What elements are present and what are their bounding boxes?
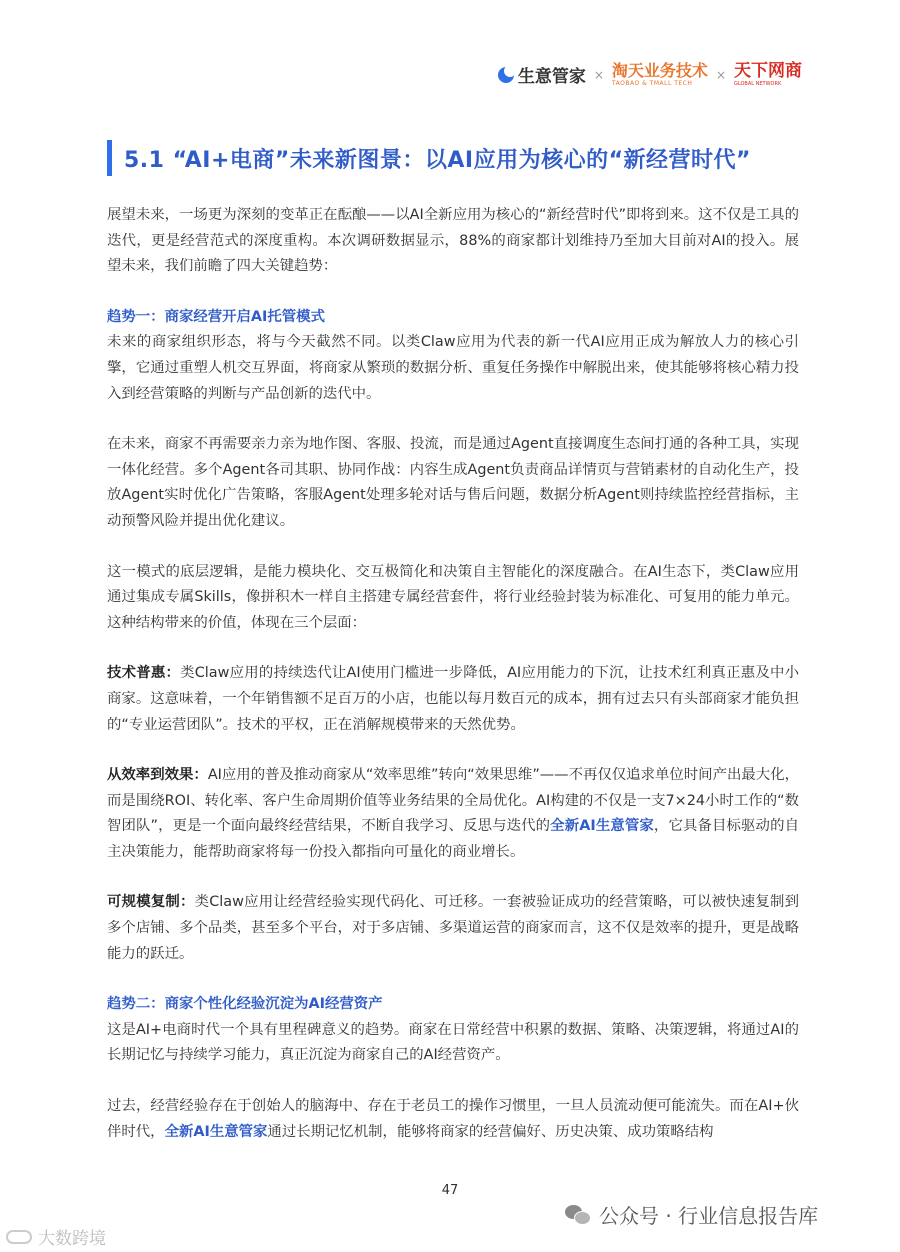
taotian-logo-text: 淘天业务技术 [611,60,708,80]
section-title: 5.1 “AI+电商”未来新图景：以AI应用为核心的“新经营时代” [124,147,751,173]
watermark-text: 大数跨境 [38,1229,106,1249]
tianxia-logo [734,60,802,87]
logo-separator: × [593,67,604,82]
tianxia-logo-text: 天下网商 [734,60,802,81]
trend1-paragraph-1: 未来的商家组织形态，将与今天截然不同。以类Claw应用为代表的新一代AI应用正成为解放人力的核心引擎，它通过重塑人机交互界面，将商家从繁琐的数据分析、重复任务操作中解脱出来，使其能够将核心精力投入到经营策略的判断与产品创新的迭代中。 [107,334,799,402]
article-body [107,203,799,1145]
trend2-text-1: 过去，经营经验存在于创始人的脑海中、存在于老员工的操作习惯里，一旦人员流动便可能流失。而在AI+伙伴时代， [107,1098,799,1140]
title-accent-bar [107,140,112,176]
header-logos [498,62,802,87]
wechat-icon [565,1205,591,1225]
watermark-icon [6,1230,32,1244]
scale-paragraph [107,890,799,967]
trend1-paragraph-2: 在未来，商家不再需要亲力亲为地作图、客服、投流，而是通过Agent直接调度生态间打通的各种工具，实现一体化经营。多个Agent各司其职、协同作战：内容生成Agent负责商品详情页与营销素材的自动化生产，投放Agent实时优化广告策略，客服Agent处理多轮对话与售后问题，数据分析Agent则持续监控经营指标，主动预警风险并提出优化建议。 [107,436,799,529]
efficiency-text-2: ，它具备目标驱动的自主决策能力，能帮助商家将每一份投入都指向可量化的商业增长。 [107,818,799,860]
efficiency-text-1: AI应用的普及推动商家从“效率思维”转向“效果思维”——不再仅仅追求单位时间产出最大化，而是围绕ROI、转化率、客户生命周期价值等业务结果的全局优化。AI构建的不仅是一支7×24小时工作的“数智团队”，更是一个面向最终经营结果，不断自我学习、反思与迭代的 [107,767,799,835]
moon-icon [498,67,514,83]
trend1-paragraph-3: 这一模式的底层逻辑，是能力模块化、交互极简化和决策自主智能化的深度融合。在AI生态下，类Claw应用通过集成专属Skills，像拼积木一样自主搭建专属经营套件，将行业经验封装为标准化、可复用的能力单元。这种结构带来的价值，体现在三个层面： [107,563,799,631]
trend2-text-2: 通过长期记忆机制，能够将商家的经营偏好、历史决策、成功策略结构 [267,1123,714,1140]
shengyi-logo [498,62,586,87]
scale-text: 类Claw应用让经营经验实现代码化、可迁移。一套被验证成功的经营策略，可以被快速复制到多个店铺、多个品类，甚至多个平台，对于多店铺、多渠道运营的商家而言，这不仅是效率的提升，更是战略能力的跃迁。 [107,894,799,962]
shengyi-logo-text: 生意管家 [517,67,586,87]
taotian-logo [611,60,708,87]
intro-paragraph: 展望未来，一场更为深刻的变革正在酝酿——以AI全新应用为核心的“新经营时代”即将到来。这不仅是工具的迭代，更是经营范式的深度重构。本次调研数据显示，88%的商家都计划维持乃至加大目前对AI的投入。展望未来，我们前瞻了四大关键趋势： [107,207,799,275]
watermark [6,1224,106,1249]
section-heading [107,140,751,176]
taotian-logo-en: TAOBAO & TMALL TECH [611,79,693,87]
efficiency-highlight: 全新AI生意管家 [550,818,654,835]
scale-lead: 可规模复制： [107,894,195,911]
tech-paragraph [107,661,799,738]
tech-lead: 技术普惠： [107,665,181,682]
trend2-paragraph-1: 这是AI+电商时代一个具有里程碑意义的趋势。商家在日常经营中积累的数据、策略、决策逻辑，将通过AI的长期记忆与持续学习能力，真正沉淀为商家自己的AI经营资产。 [107,1021,799,1064]
trend2-title: 趋势二：商家个性化经验沉淀为AI经营资产 [107,996,383,1013]
trend2-paragraph-2 [107,1094,799,1145]
efficiency-paragraph [107,763,799,865]
trend1-title: 趋势一：商家经营开启AI托管模式 [107,308,325,325]
logo-separator-2: × [715,67,726,82]
wechat-label: 公众号 · 行业信息报告库 [599,1204,819,1228]
trend2-highlight: 全新AI生意管家 [164,1123,268,1140]
tianxia-logo-en: GLOBAL NETWORK [734,80,782,87]
page-number: 47 [441,1183,459,1198]
efficiency-lead: 从效率到效果： [107,767,208,784]
wechat-account [565,1200,818,1229]
tech-text: 类Claw应用的持续迭代让AI使用门槛进一步降低，AI应用能力的下沉，让技术红利真正惠及中小商家。这意味着，一个年销售额不足百万的小店，也能以每月数百元的成本，拥有过去只有头部商家才能负担的“专业运营团队”。技术的平权，正在消解规模带来的天然优势。 [107,665,799,733]
